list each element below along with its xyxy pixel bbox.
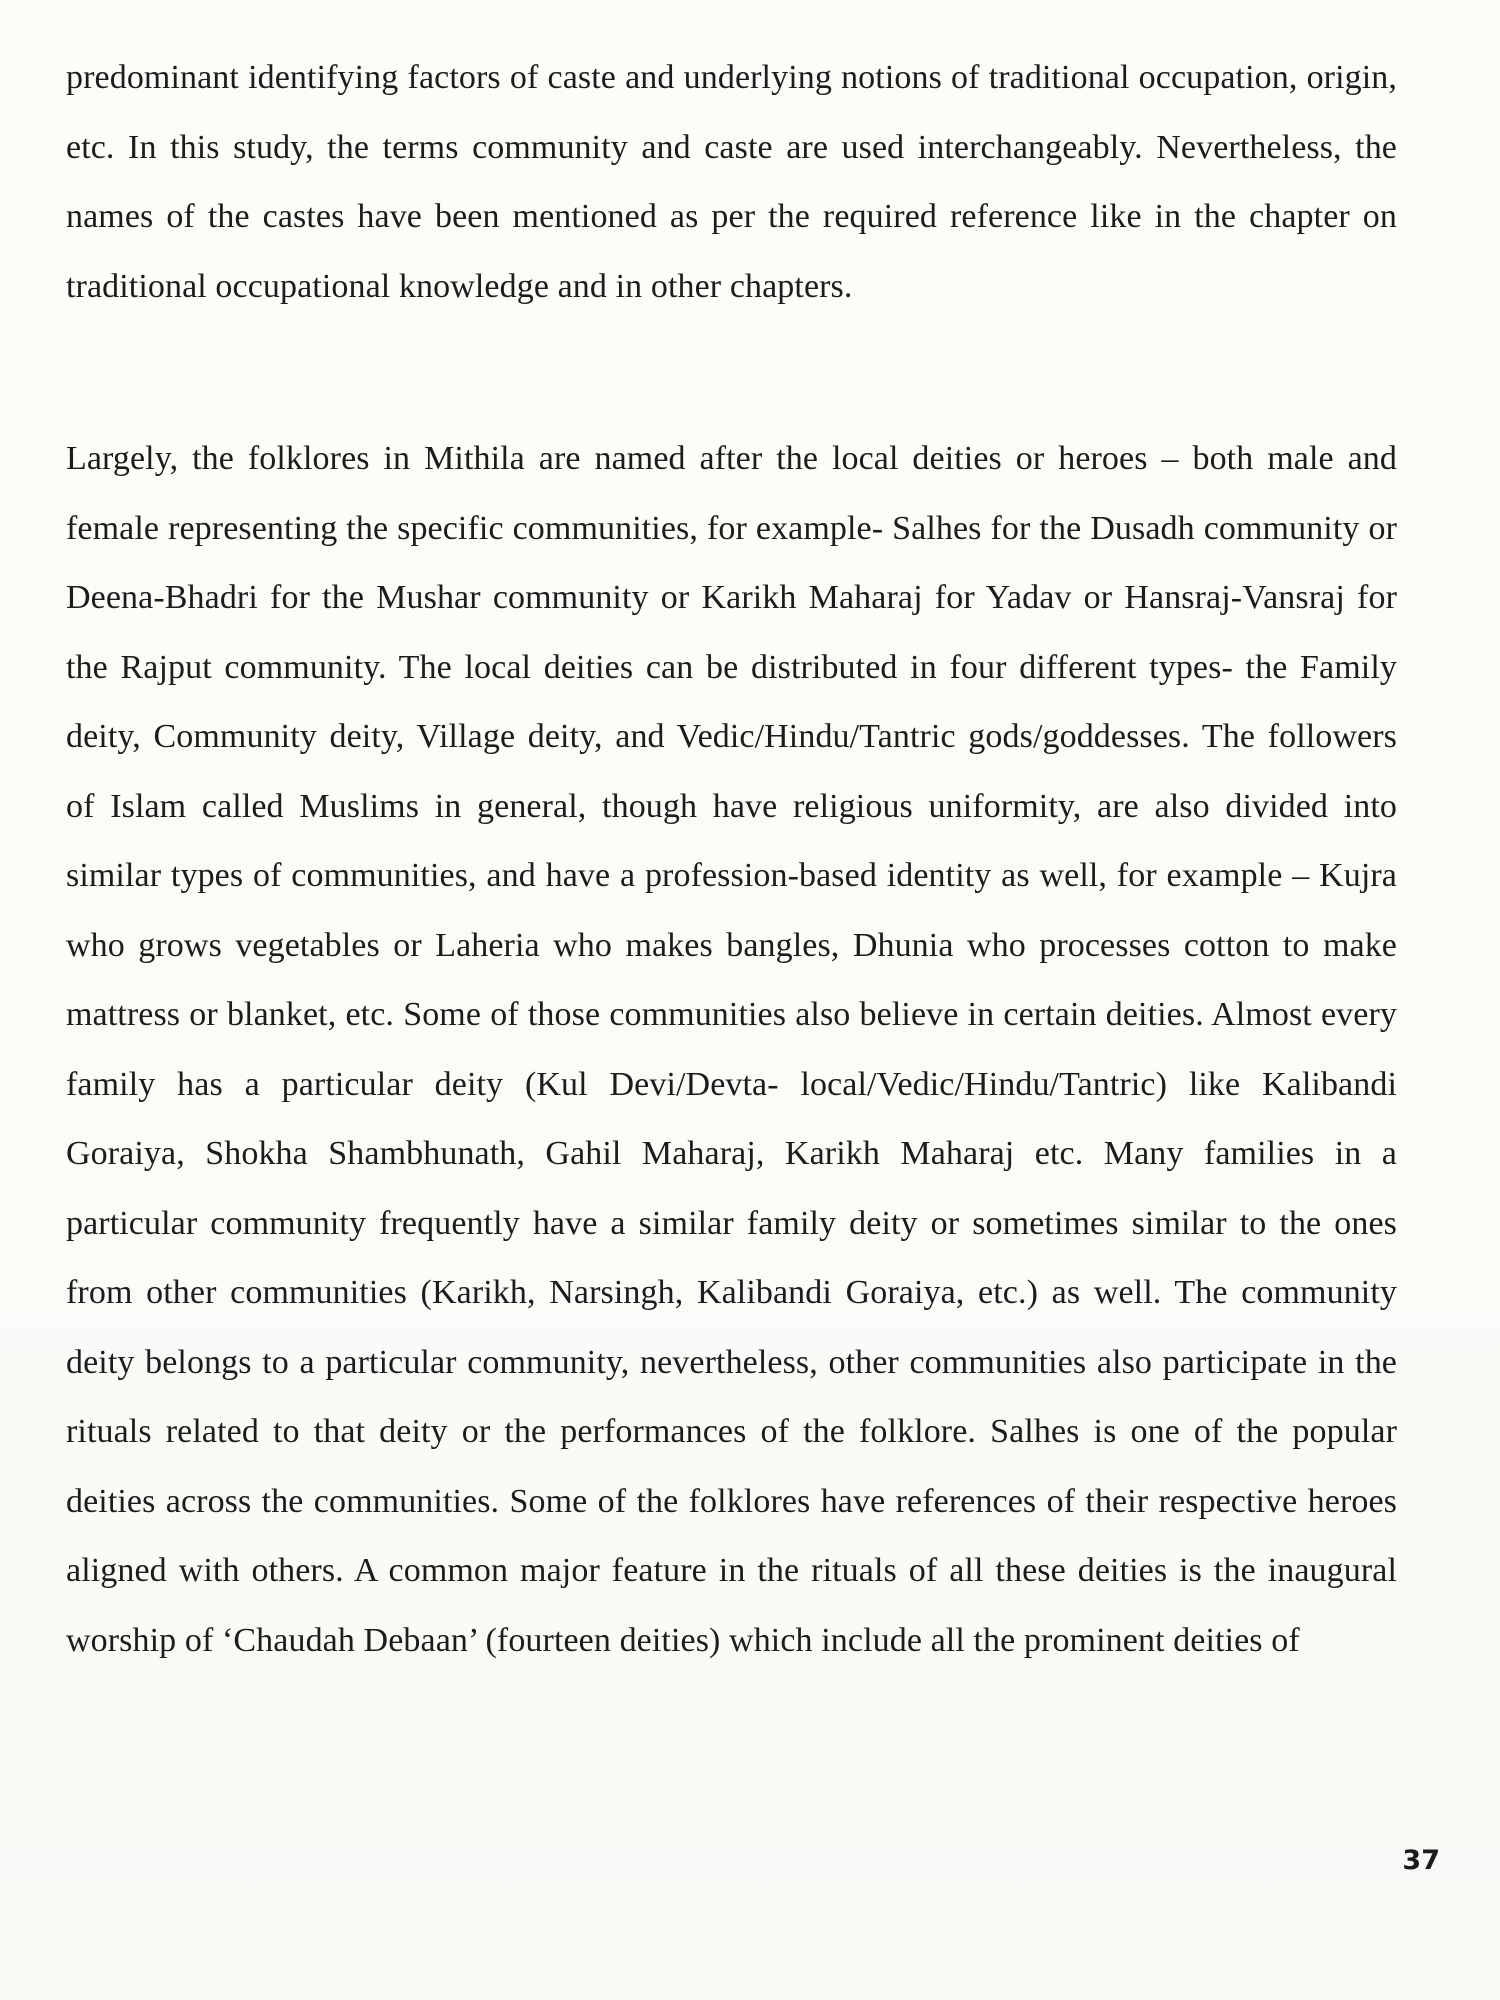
paragraph-folklores-mithila: Largely, the folklores in Mithila are named after the local deities or heroes – both male and female representing the specific communities, for example- Salhes for the Dusadh community or Deena-Bhadri for the Mushar community or Karikh Maharaj for Yadav or Hansraj-Vansraj for the Rajput community. The local deities can be distributed in four different types- the Family deity, Community deity, Village deity, and Vedic/Hindu/Tantric gods/goddesses. The followers of Islam called Muslims in general, though have religious uniformity, are also divided into similar types of communities, and have a profession-based identity as well, for example – Kujra who grows vegetables or Laheria who makes bangles, Dhunia who processes cotton to make mattress or blanket, etc. Some of those communities also believe in certain deities. Almost every family has a particular deity (Kul Devi/Devta- local/Vedic/Hindu/Tantric) like Kalibandi Goraiya, Shokha Shambhunath, Gahil Maharaj, Karikh Maharaj etc. Many families in a particular community frequently have a similar family deity or sometimes similar to the ones from other communities (Karikh, Narsingh, Kalibandi Goraiya, etc.) as well. The community deity belongs to a particular community, nevertheless, other communities also participate in the rituals related to that deity or the performances of the folklore. Salhes is one of the popular deities across the communities. Some of the folklores have references of their respective heroes aligned with others. A common major feature in the rituals of all these deities is the inaugural worship of ‘Chaudah Debaan’ (fourteen deities) which include all the prominent deities of [66,440,1397,1659]
paragraph-caste-terms: predominant identifying factors of caste and underlying notions of traditional occupation, origin, etc. In this study, the terms community and caste are used interchangeably. Nevertheless, the names of the castes have been mentioned as per the required reference like in the chapter on traditional occupational knowledge and in other chapters. [66,59,1397,305]
page-number: 37 [1402,1845,1440,1876]
